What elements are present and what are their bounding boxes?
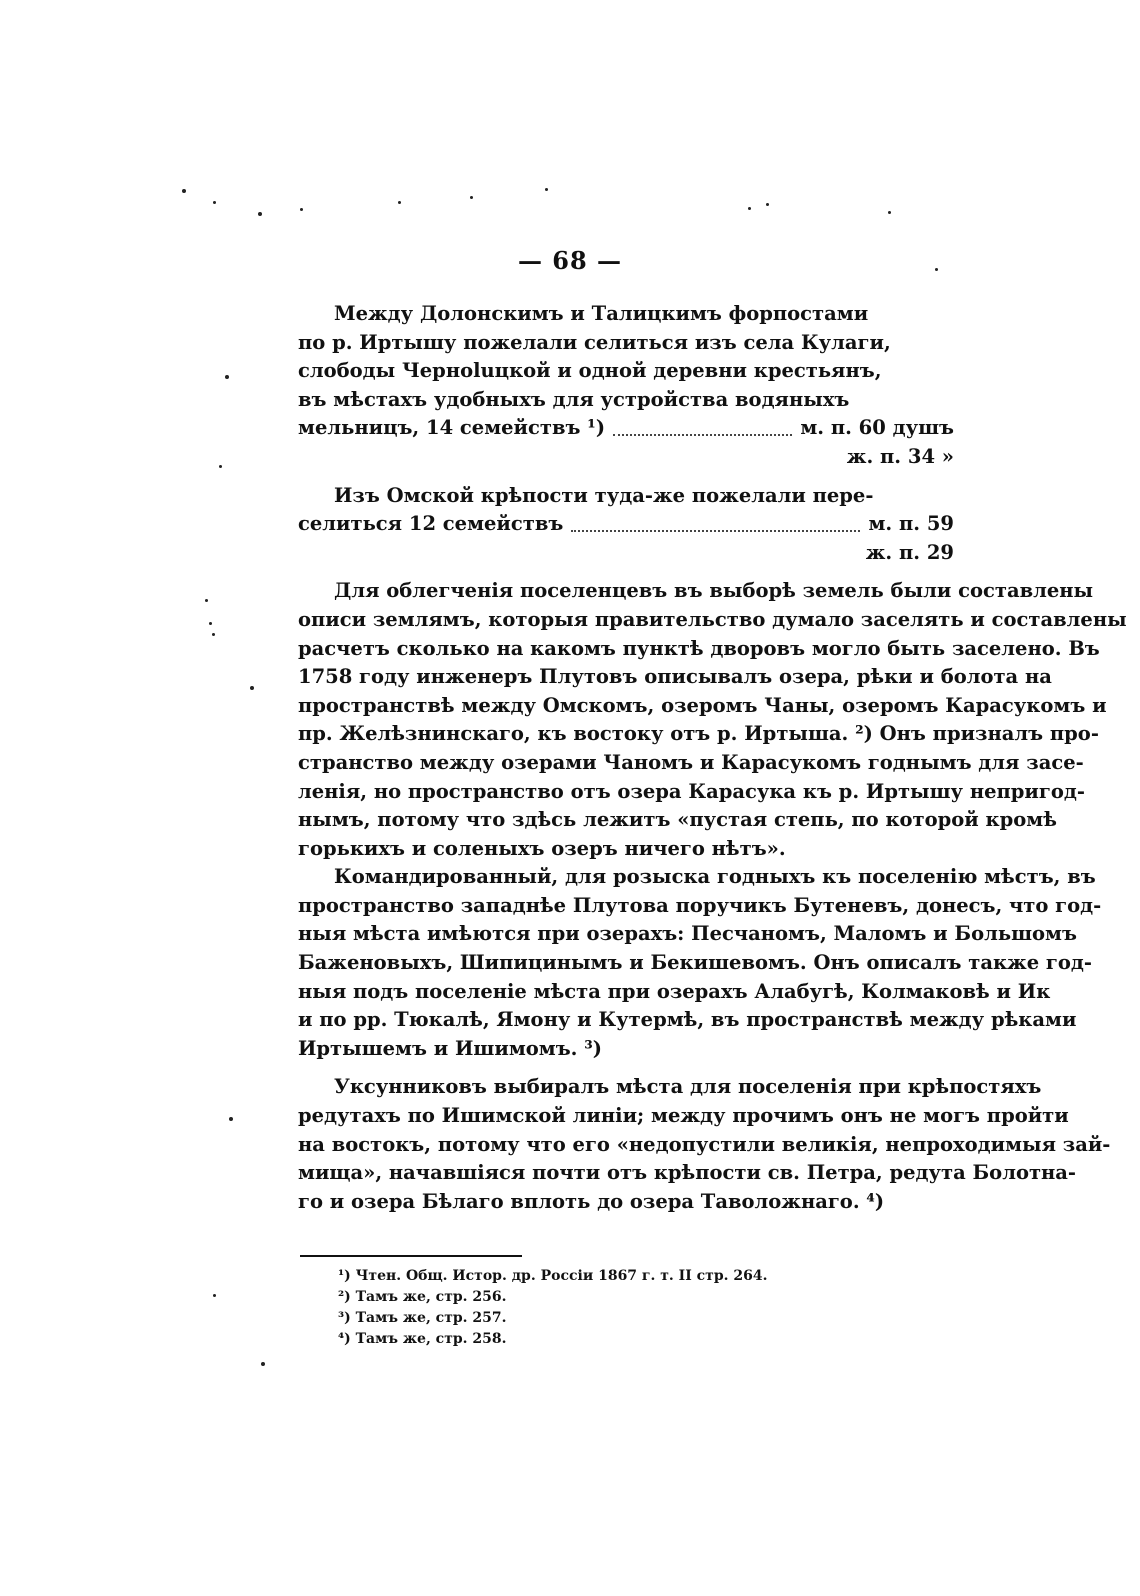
text-line: [298, 720, 1099, 749]
tally-value: ж. п. 29: [865, 540, 954, 564]
tally-value: м. п. 59: [868, 512, 954, 536]
footnote: ⁴) Тамъ же, стр. 258.: [338, 1331, 507, 1347]
text-line-content: пр. Желѣзнинскаго, къ востоку отъ р. Иртыша. ²) Онъ призналъ про-: [298, 722, 1099, 746]
text-line: [298, 892, 1102, 921]
text-line: [298, 949, 1092, 978]
scan-speck: [545, 188, 548, 191]
text-line: [298, 1159, 1077, 1188]
text-line: [298, 482, 954, 511]
paragraph: [298, 577, 1127, 1063]
text-line-content: по р. Иртышу пожелали селиться изъ села Кулаги,: [298, 330, 891, 354]
text-line-content: 1758 году инженеръ Плутовъ описывалъ озера, рѣки и болота на: [298, 665, 1052, 689]
text-line-content: ныя подъ поселеніе мѣста при озерахъ Алабугѣ, Колмаковѣ и Ик: [298, 979, 1051, 1003]
text-line: [298, 1035, 954, 1064]
scan-speck: [748, 207, 751, 210]
text-line: [298, 663, 1052, 692]
text-line-content: Между Долонскимъ и Талицкимъ форпостами: [334, 302, 869, 325]
text-line: [298, 329, 954, 358]
text-line-content: ленія, но пространство отъ озера Карасука къ р. Иртышу непригод-: [298, 779, 1085, 803]
footnotes: [338, 1266, 858, 1350]
scan-speck: [212, 633, 215, 636]
text-line-content: слободы Черноluцкой и одной деревни крестьянъ,: [298, 359, 882, 383]
text-line-content: Иртышемъ и Ишимомъ. ³): [298, 1036, 603, 1060]
text-line: [298, 835, 954, 864]
footnote: ³) Тамъ же, стр. 257.: [338, 1310, 507, 1326]
paragraph: [298, 300, 954, 472]
text-line: [298, 863, 1096, 892]
text-line-content: нымъ, потому что здѣсь лежитъ «пустая степь, по которой кромѣ: [298, 808, 1057, 832]
text-line: [298, 692, 1107, 721]
text-line: [298, 749, 1084, 778]
scan-speck: [258, 212, 262, 216]
text-line: [298, 1188, 954, 1217]
scan-speck: [398, 201, 401, 204]
text-line-content: мища», начавшіяся почти отъ крѣпости св. Петра, редута Болотна-: [298, 1161, 1077, 1185]
text-line-content: Баженовыхъ, Шипицинымъ и Бекишевомъ. Онъ описалъ также год-: [298, 951, 1092, 975]
tally-value: м. п. 60 душъ: [800, 416, 954, 440]
scan-speck: [209, 622, 212, 625]
dot-leader: [613, 414, 792, 436]
tally-value: ж. п. 34 »: [846, 444, 954, 468]
scan-speck: [182, 189, 186, 193]
text-line-content: ныя мѣста имѣются при озерахъ: Песчаномъ, Маломъ и Большомъ: [298, 922, 1077, 946]
scan-speck: [250, 686, 254, 690]
text-line: [298, 443, 954, 472]
text-line-content: мельницъ, 14 семействъ ¹): [298, 416, 606, 440]
text-line: [298, 414, 954, 443]
text-line: [298, 300, 954, 329]
footnote: ²) Тамъ же, стр. 256.: [338, 1289, 507, 1305]
text-line-content: Для облегченія поселенцевъ въ выборѣ земель были составлены: [334, 579, 1094, 603]
scan-speck: [213, 1294, 216, 1297]
scan-speck: [888, 211, 891, 214]
text-line-content: и по рр. Тюкалѣ, Ямону и Кутермѣ, въ пространствѣ между рѣками: [298, 1008, 1077, 1032]
text-line: [298, 539, 954, 568]
page-number: — 68 —: [517, 246, 623, 275]
text-line: [298, 1006, 1077, 1035]
paragraph: [298, 1073, 1111, 1216]
text-line-content: расчетъ сколько на какомъ пунктѣ дворовъ могло быть заселено. Въ: [298, 636, 1100, 660]
text-line-content: Командированный, для розыска годныхъ къ поселенію мѣстъ, въ: [334, 865, 1096, 889]
text-line-content: пространствѣ между Омскомъ, озеромъ Чаны, озеромъ Карасукомъ и: [298, 693, 1107, 717]
text-line: [298, 577, 1094, 606]
scan-speck: [766, 203, 769, 206]
footnote-rule: [300, 1255, 522, 1257]
text-line-content: странство между озерами Чаномъ и Карасукомъ годнымъ для засе-: [298, 750, 1084, 774]
scan-speck: [470, 196, 473, 199]
text-line: [298, 1073, 1042, 1102]
text-line-content: описи землямъ, которыя правительство думало заселять и составлены: [298, 607, 1127, 631]
scan-speck: [225, 375, 229, 379]
text-line-content: въ мѣстахъ удобныхъ для устройства водяныхъ: [298, 387, 850, 411]
text-line-content: на востокъ, потому что его «недопустили великія, непроходимыя зай-: [298, 1132, 1111, 1156]
scan-speck: [229, 1117, 233, 1121]
paragraph: [298, 482, 954, 568]
text-line: [298, 357, 954, 386]
scan-speck: [300, 208, 303, 211]
scan-speck: [205, 599, 208, 602]
text-line: [298, 606, 1127, 635]
scan-speck: [219, 465, 222, 468]
text-line-content: Изъ Омской крѣпости туда-же пожелали пере-: [334, 483, 874, 507]
text-line: [298, 1131, 1111, 1160]
text-line: [298, 386, 954, 415]
text-line: [298, 978, 1051, 1007]
text-line: [298, 1102, 1069, 1131]
scan-speck: [261, 1362, 265, 1366]
text-line: [298, 806, 1057, 835]
text-line: [298, 510, 954, 539]
text-line: [298, 778, 1085, 807]
text-line-content: пространство западнѣе Плутова поручикъ Бутеневъ, донесъ, что год-: [298, 893, 1102, 917]
text-line-content: редутахъ по Ишимской линіи; между прочимъ онъ не могъ пройти: [298, 1104, 1069, 1128]
text-line: [298, 920, 1077, 949]
footnote: ¹) Чтен. Общ. Истор. др. Россіи 1867 г. т. II стр. 264.: [338, 1268, 768, 1284]
text-line-content: Уксунниковъ выбиралъ мѣста для поселенія при крѣпостяхъ: [334, 1075, 1042, 1099]
scan-speck: [213, 201, 216, 204]
text-line-content: горькихъ и соленыхъ озеръ ничего нѣтъ».: [298, 836, 786, 860]
text-line-content: го и озера Бѣлаго вплоть до озера Таволожнаго. ⁴): [298, 1189, 885, 1213]
text-line-content: селиться 12 семействъ: [298, 512, 564, 536]
body-text: [298, 300, 1127, 1226]
text-line: [298, 635, 1100, 664]
dot-leader: [571, 510, 860, 532]
